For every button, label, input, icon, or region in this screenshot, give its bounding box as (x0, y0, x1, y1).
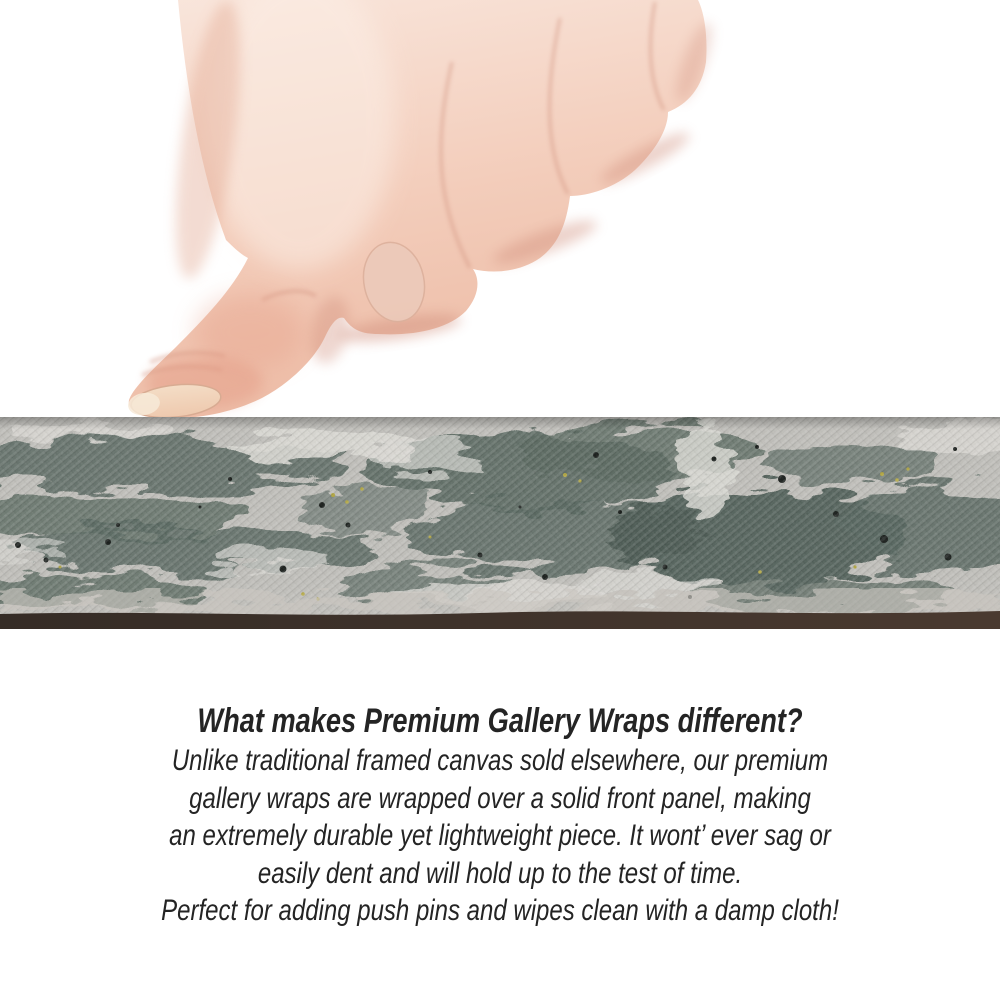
canvas-edge-strip (0, 417, 1000, 629)
body-line-5: Perfect for adding push pins and wipes clean with a damp cloth! (161, 894, 839, 927)
canvas-bottom-edge (0, 611, 1000, 629)
hand-silhouette (126, 0, 718, 420)
canvas-bottom-highlight (0, 595, 1000, 612)
body-line-4: easily dent and will hold up to the test of time. (257, 856, 743, 890)
body-line-1: Unlike traditional framed canvas sold elsewhere, our premium (171, 744, 829, 777)
marketing-copy (0, 701, 1000, 930)
body-line-2: gallery wraps are wrapped over a solid front panel, making (189, 781, 811, 815)
hand-photo (0, 0, 1000, 420)
headline: What makes Premium Gallery Wraps different? (197, 702, 803, 740)
body-line-3: an extremely durable yet lightweight piece. It wont’ ever sag or (169, 819, 831, 852)
canvas-top-shadow (0, 417, 1000, 429)
